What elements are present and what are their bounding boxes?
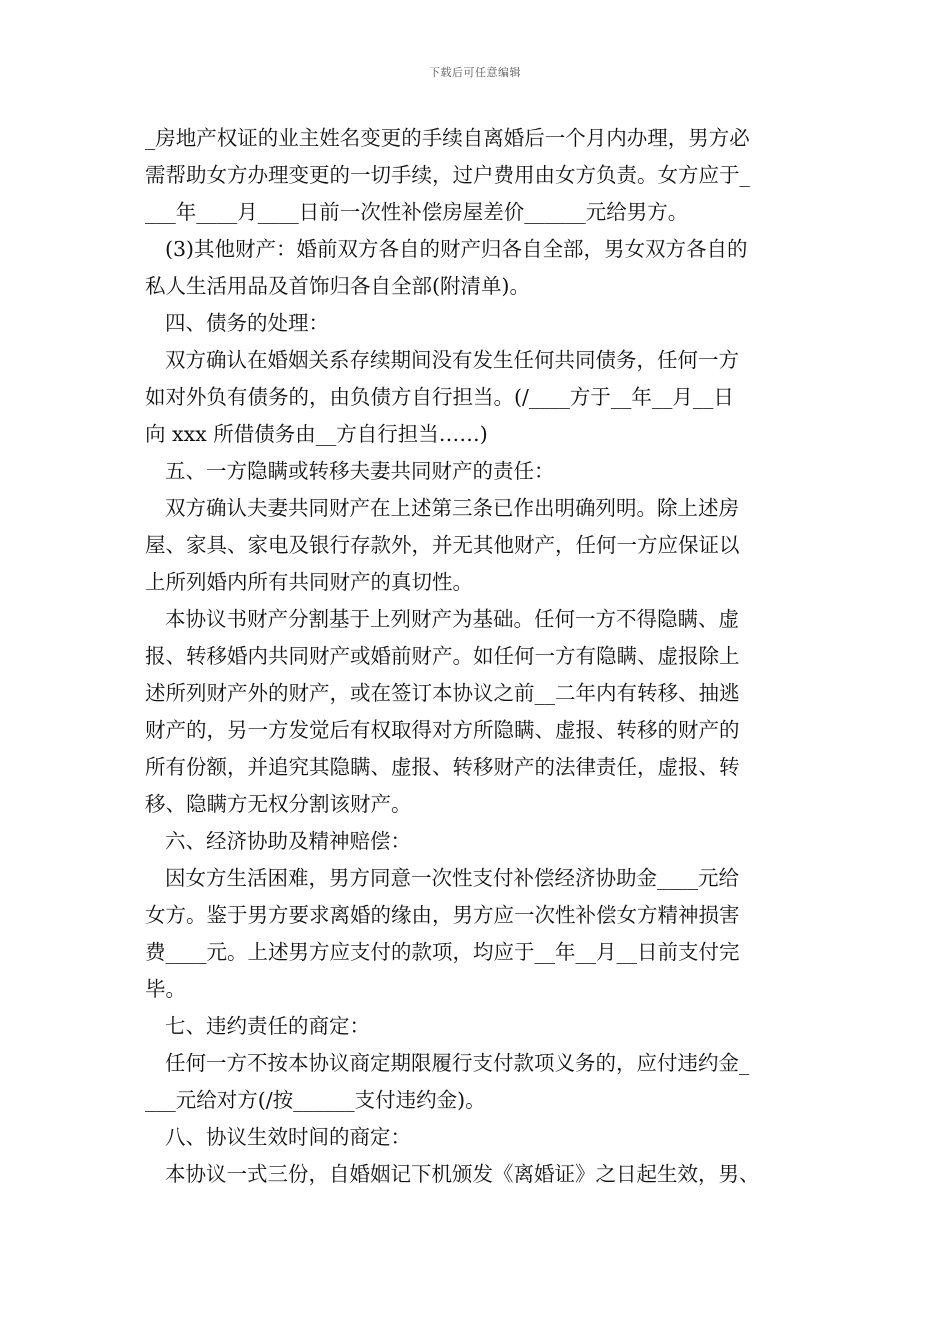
text-line: 需帮助女方办理变更的一切手续，过户费用由女方负责。女方应于_: [145, 163, 750, 187]
text-line: 费____元。上述男方应支付的款项，均应于__年__月__日前支付完: [145, 940, 740, 964]
text-line: ___年____月____日前一次性补偿房屋差价______元给男方。: [145, 200, 689, 224]
text-line: 女方。鉴于男方要求离婚的缘由，男方应一次性补偿女方精神损害: [145, 903, 740, 927]
text-line: 毕。: [145, 977, 186, 1001]
text-line: 八、协议生效时间的商定：: [165, 1125, 411, 1149]
text-line: 移、隐瞒方无权分割该财产。: [145, 792, 412, 816]
page-header: 下载后可任意编辑: [429, 66, 521, 79]
text-line: 任何一方不按本协议商定期限履行支付款项义务的，应付违约金_: [165, 1051, 750, 1075]
text-line: 因女方生活困难，男方同意一次性支付补偿经济协助金____元给: [165, 866, 739, 890]
text-line: (3)其他财产：婚前双方各自的财产归各自全部，男女双方各自的: [165, 237, 748, 261]
text-line: 五、一方隐瞒或转移夫妻共同财产的责任：: [165, 459, 555, 483]
text-line: 本协议书财产分割基于上列财产为基础。任何一方不得隐瞒、虚: [165, 607, 739, 631]
text-line: 所有份额，并追究其隐瞒、虚报、转移财产的法律责任，虚报、转: [145, 755, 740, 779]
text-line: 上所列婚内所有共同财产的真切性。: [145, 570, 473, 594]
text-line: 屋、家具、家电及银行存款外，并无其他财产，任何一方应保证以: [145, 533, 740, 557]
text-line: ___元给对方(/按______支付违约金)。: [145, 1088, 486, 1112]
text-line: 私人生活用品及首饰归各自全部(附清单)。: [145, 274, 530, 298]
text-line: 六、经济协助及精神赔偿：: [165, 829, 411, 853]
text-line: 双方确认在婚姻关系存续期间没有发生任何共同债务，任何一方: [165, 348, 739, 372]
text-line: 述所列财产外的财产，或在签订本协议之前__二年内有转移、抽逃: [145, 681, 740, 705]
text-line: 报、转移婚内共同财产或婚前财产。如任何一方有隐瞒、虚报除上: [145, 644, 740, 668]
text-line: 本协议一式三份，自婚姻记下机颁发《离婚证》之日起生效，男、: [165, 1162, 760, 1186]
text-line: 四、债务的处理：: [165, 311, 329, 335]
document-body: [145, 120, 825, 1193]
text-line: 七、违约责任的商定：: [165, 1014, 370, 1038]
text-line: 向 xxx 所借债务由__方自行担当……): [145, 422, 488, 446]
text-line: 如对外负有债务的，由负债方自行担当。(/____方于__年__月__日: [145, 385, 734, 409]
text-line: 双方确认夫妻共同财产在上述第三条已作出明确列明。除上述房: [165, 496, 739, 520]
text-line: 财产的，另一方发觉后有权取得对方所隐瞒、虚报、转移的财产的: [145, 718, 740, 742]
text-line: _房地产权证的业主姓名变更的手续自离婚后一个月内办理，男方必: [145, 126, 750, 150]
